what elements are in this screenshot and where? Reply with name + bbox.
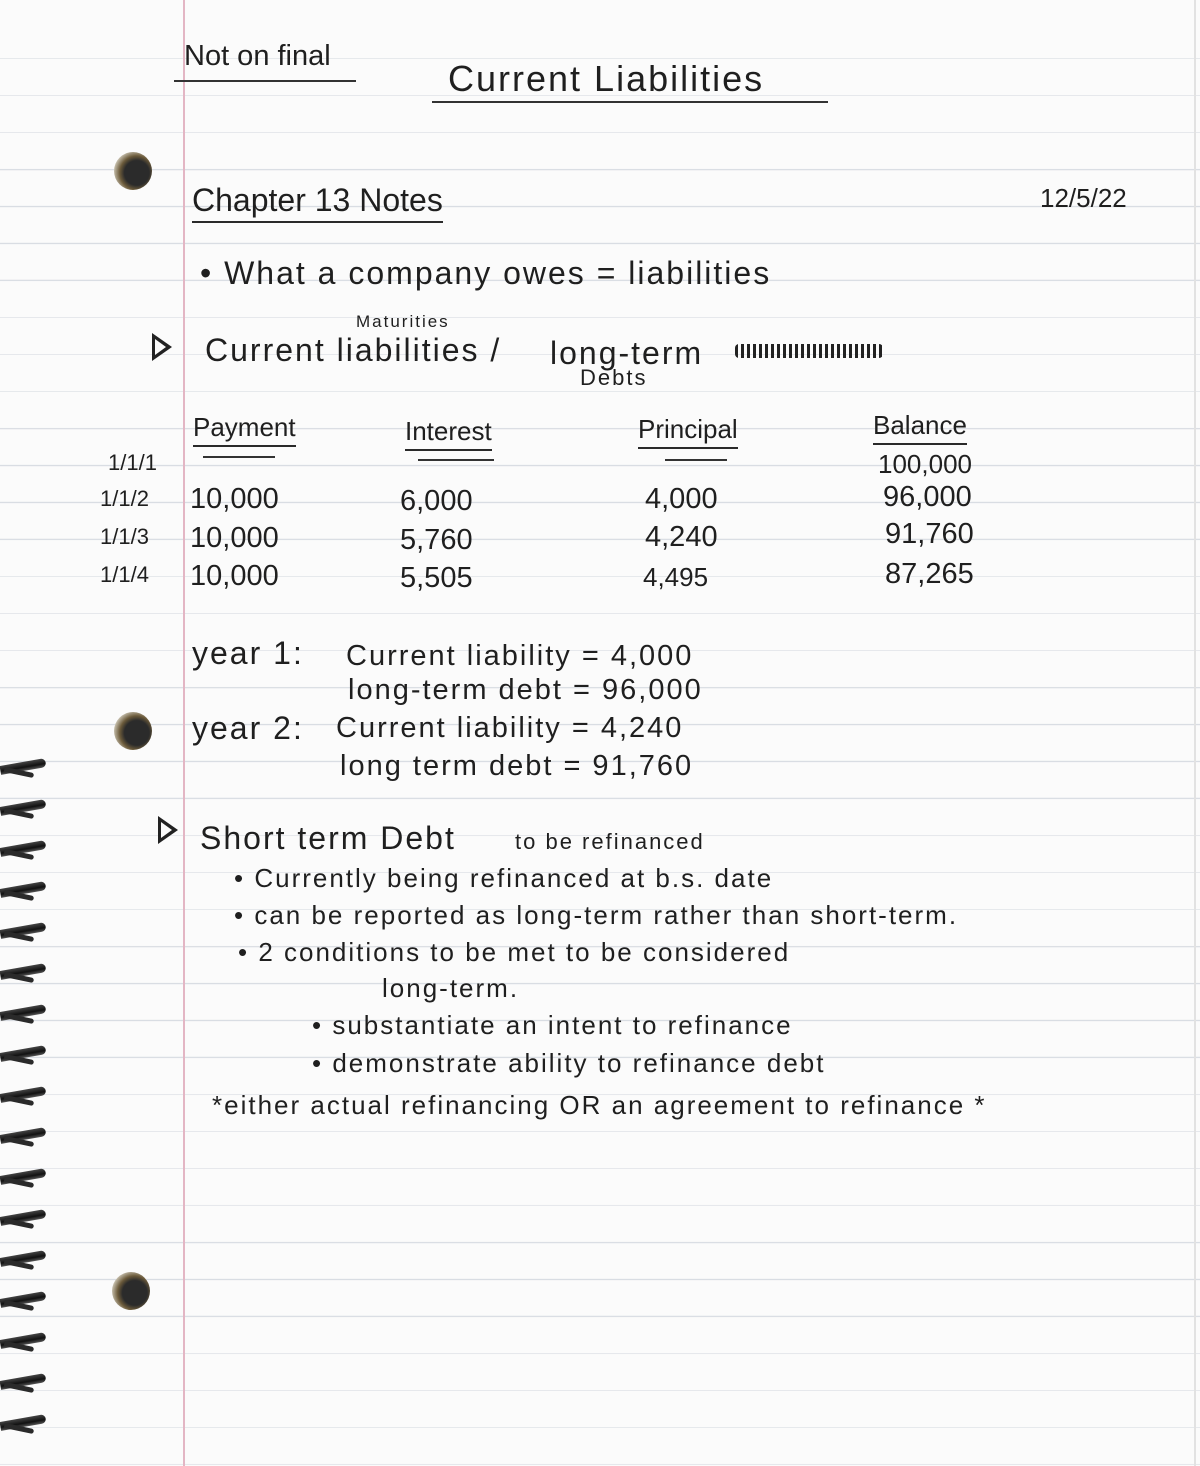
short-term-continuation: long-term.: [382, 973, 520, 1003]
spiral-coil: [0, 885, 46, 899]
spiral-coil: [0, 926, 46, 940]
classification-long-term: long-term: [550, 335, 704, 371]
refinance-note: *either actual refinancing OR an agreement to refinance *: [212, 1090, 987, 1120]
bullet-text: can be reported as long-term rather than short-term.: [254, 900, 959, 930]
spiral-coil: [0, 1418, 46, 1432]
row-date: 1/1/4: [100, 562, 149, 587]
header-interest: Interest: [405, 416, 492, 451]
spiral-coil: [0, 1049, 46, 1063]
spiral-coil: [0, 1131, 46, 1145]
short-term-bullet: • can be reported as long-term rather than short-term.: [234, 900, 959, 930]
date: 12/5/22: [1040, 183, 1127, 213]
row-date: 1/1/3: [100, 524, 149, 549]
condition-item: • substantiate an intent to refinance: [312, 1010, 793, 1040]
spiral-coil: [0, 1090, 46, 1104]
spiral-coil: [0, 1295, 46, 1309]
year-2-label: year 2:: [192, 710, 304, 746]
year-2-long-term: long term debt = 91,760: [340, 750, 694, 782]
blank-interest-dash: [418, 459, 494, 461]
margin-line: [183, 0, 185, 1466]
crossed-out-word: [735, 344, 883, 358]
bullet-text: Currently being refinanced at b.s. date: [254, 863, 774, 893]
spiral-coil: [0, 967, 46, 981]
classification-superscript: Maturities: [356, 312, 450, 331]
bullet-text: 2 conditions to be met to be considered: [258, 937, 791, 967]
classification-current: Current liabilities /: [205, 332, 502, 368]
row-payment: 10,000: [190, 560, 279, 592]
bullet: •: [200, 255, 214, 291]
row-principal: 4,000: [645, 483, 718, 515]
header-balance: Balance: [873, 410, 967, 445]
year-1-current: Current liability = 4,000: [346, 640, 694, 672]
title-underline: [432, 101, 828, 103]
row-interest: 5,505: [400, 562, 473, 594]
row-balance: 96,000: [883, 481, 972, 513]
definition-result: = liabilities: [596, 255, 772, 291]
row-date: 1/1/2: [100, 486, 149, 511]
condition-text: demonstrate ability to refinance debt: [332, 1048, 826, 1078]
note-tag: Not on final: [184, 40, 331, 72]
classification-subscript: Debts: [580, 365, 648, 390]
row-balance: 87,265: [885, 558, 974, 590]
row-principal: 4,495: [643, 562, 709, 592]
spiral-coil: [0, 1336, 46, 1350]
punch-hole-top: [114, 152, 152, 190]
spiral-coil: [0, 1254, 46, 1268]
row-payment: 10,000: [190, 522, 279, 554]
header-payment: Payment: [193, 412, 296, 447]
condition-text: substantiate an intent to refinance: [332, 1010, 793, 1040]
punch-hole-bottom: [112, 1272, 150, 1310]
row-date: 1/1/1: [108, 450, 157, 475]
page-edge: [1194, 0, 1196, 1466]
blank-payment-dash: [203, 456, 275, 458]
note-tag-underline: [174, 80, 356, 82]
condition-item: • demonstrate ability to refinance debt: [312, 1048, 826, 1078]
definition-line: [200, 255, 771, 292]
row-principal: 4,240: [645, 521, 718, 553]
row-balance: 91,760: [885, 518, 974, 550]
definition-lead: What a company owes: [224, 255, 586, 291]
spiral-coil: [0, 844, 46, 858]
section-marker-icon: [158, 816, 178, 844]
row-interest: 6,000: [400, 485, 473, 517]
year-1-label: year 1:: [192, 635, 304, 671]
punch-hole-middle: [114, 712, 152, 750]
short-term-heading: Short term Debt: [200, 820, 456, 856]
spiral-coil: [0, 1377, 46, 1391]
short-term-bullet: • Currently being refinanced at b.s. date: [234, 863, 774, 893]
year-1-long-term: long-term debt = 96,000: [348, 674, 703, 706]
year-2-current: Current liability = 4,240: [336, 712, 684, 744]
spiral-coil: [0, 803, 46, 817]
row-payment: 10,000: [190, 483, 279, 515]
chapter-heading: Chapter 13 Notes: [192, 182, 443, 223]
spiral-coil: [0, 762, 46, 776]
row-balance: 100,000: [878, 449, 972, 479]
short-term-suffix: to be refinanced: [515, 829, 705, 854]
header-principal: Principal: [638, 414, 738, 449]
page-title: Current Liabilities: [448, 58, 765, 99]
spiral-coil: [0, 1213, 46, 1227]
spiral-coil: [0, 1008, 46, 1022]
row-interest: 5,760: [400, 524, 473, 556]
short-term-bullet: • 2 conditions to be met to be considered: [238, 937, 791, 967]
spiral-coil: [0, 1172, 46, 1186]
blank-principal-dash: [665, 459, 727, 461]
section-marker-icon: [152, 333, 172, 361]
